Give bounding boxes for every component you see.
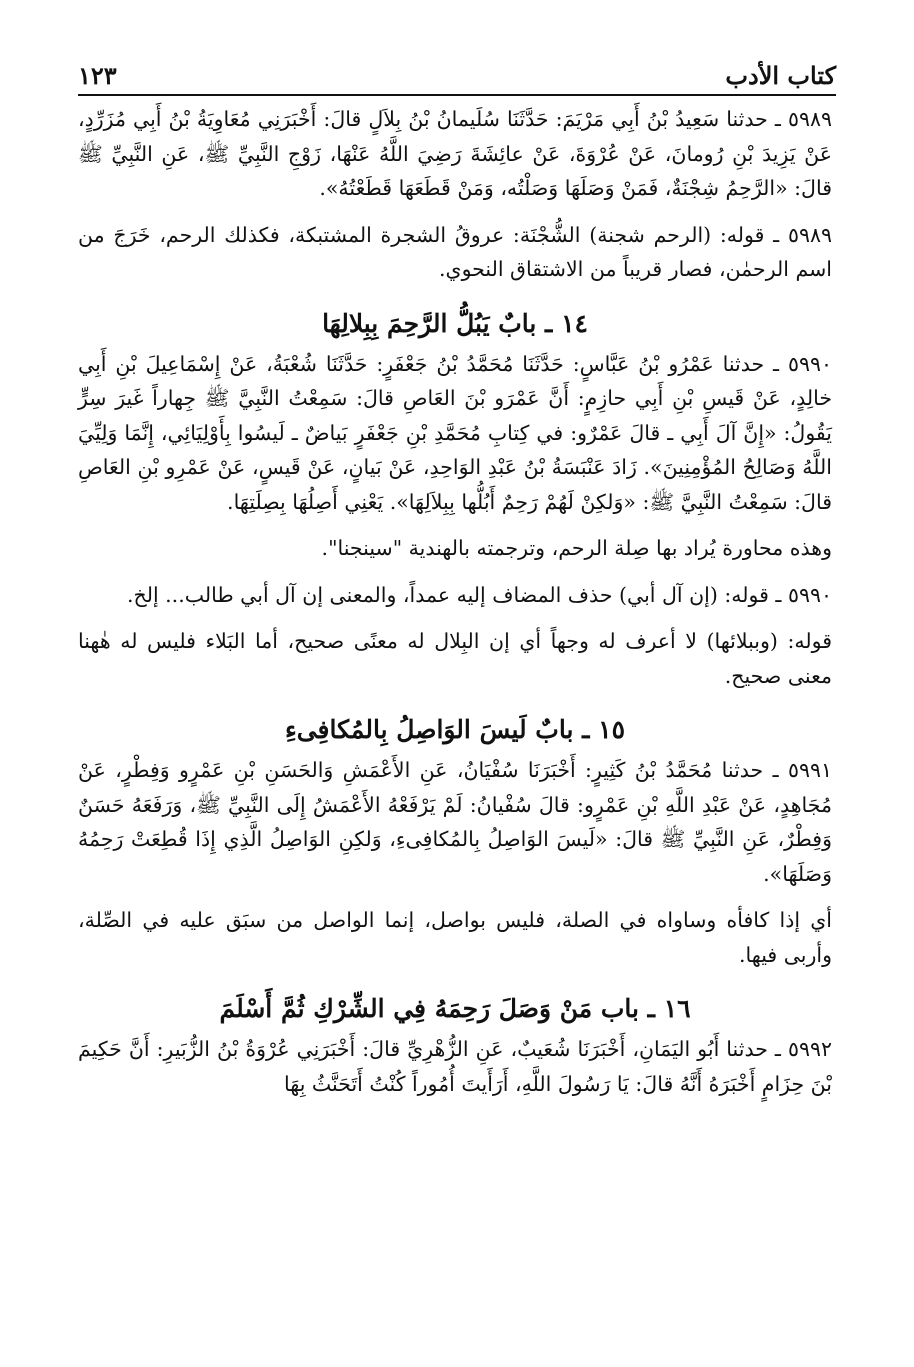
text-paragraph: ٥٩٨٩ ـ قوله: (الرحم شجنة) الشُّجْنَة: عروقُ الشجرة المشتبكة، فكذلك الرحم، خَرَجَ من اسم الرحمٰن، فصار قريباً من الاشتقاق النحوي. [78, 222, 832, 281]
text-paragraph: قوله: (وببلائها) لا أعرف له وجهاً أي إن البِلال له معنًى صحيح، أما البَلاء فليس له هٰهنا معنى صحيح. [78, 629, 832, 688]
text-paragraph: ٥٩٨٩ ـ حدثنا سَعِيدُ بْنُ أَبِي مَرْيَمَ: حَدَّثَنَا سُلَيمانُ بْنُ بِلاَلٍ قالَ: أَخْبَرَنِي مُعَاوِيَةُ بْنُ أَبِي مُزَرِّدٍ، عَنْ يَزِيدَ بْنِ رُومانَ، عَنْ عُرْوَةَ، عَنْ عائِشَةَ رَضِيَ اللَّهُ عَنْهَا، زَوْجِ النَّبِيِّ ﷺ، عَنِ النَّبِيِّ ﷺ قالَ: «الرَّحِمُ شِجْنَةٌ، فَمَنْ وَصَلَهَا وَصَلْتُه، وَمَنْ قَطَعَهَا قَطَعْتُهُ». [78, 107, 832, 200]
text-paragraph: وهذه محاورة يُراد بها صِلة الرحم، وترجمته بالهندية "سينجنا". [321, 536, 832, 560]
text-paragraph: أي إذا كافأه وساواه في الصلة، فليس بواصل، إنما الواصل من سبَق عليه في الصِّلة، وأربى فيها. [78, 908, 832, 967]
page-body [78, 96, 832, 1101]
chapter-heading: ١٦ ـ باب مَنْ وَصَلَ رَحِمَهُ فِي الشِّرْكِ ثُمَّ أَسْلَمَ [219, 994, 691, 1023]
chapter-heading: ١٤ ـ بابٌ يَبُلُّ الرَّحِمَ بِبِلالِهَا [322, 308, 588, 338]
page-number: ١٢٣ [78, 61, 117, 90]
page-header [78, 50, 836, 96]
text-paragraph: ٥٩٩١ ـ حدثنا مُحَمَّدُ بْنُ كَثِيرٍ: أَخْبَرَنَا سُفْيَانُ، عَنِ الأَعْمَشِ وَالحَسَنِ بْنِ عَمْرٍو وَفِطْرٍ، عَنْ مُجَاهِدٍ، عَنْ عَبْدِ اللَّهِ بْنِ عَمْرٍو: قالَ سُفْيانُ: لَمْ يَرْفَعْهُ الأَعْمَشُ إِلَى النَّبِيِّ ﷺ، وَرَفَعَهُ حَسَنٌ وَفِطْرٌ، عَنِ النَّبِيِّ ﷺ قالَ: «لَيسَ الوَاصِلُ بِالمُكافِىءِ، وَلكِنِ الوَاصِلُ الَّذِي إِذَا قُطِعَتْ رَحِمُهُ وَصَلَهَا». [78, 758, 832, 886]
running-title: كتاب الأدب [725, 61, 836, 90]
text-paragraph: ٥٩٩٠ ـ قوله: (إن آل أبي) حذف المضاف إليه عمداً، والمعنى إن آل أبي طالب... إلخ. [126, 582, 832, 607]
text-paragraph: ٥٩٩٠ ـ حدثنا عَمْرُو بْنُ عَبَّاسٍ: حَدَّثَنَا مُحَمَّدُ بْنُ جَعْفَرٍ: حَدَّثَنَا شُعْبَةُ، عَنْ إِسْمَاعِيلَ بْنِ أَبِي خالِدٍ، عَنْ قَيسِ بْنِ أَبِي حازِمٍ: أَنَّ عَمْرَو بْنَ العَاصِ قالَ: سَمِعْتُ النَّبِيَّ ﷺ جِهاراً غَيرَ سِرٍّ يَقُولُ: «إِنَّ آلَ أَبِي ـ قالَ عَمْرٌو: في كِتابِ مُحَمَّدِ بْنِ جَعْفَرٍ بَياضٌ ـ لَيسُوا بِأَوْلِيَائِي، إِنَّمَا وَلِيِّيَ اللَّهُ وَصَالِحُ المُؤْمِنِينَ». زَادَ عَنْبَسَةُ بْنُ عَبْدِ الوَاحِدِ، عَنْ بَيانٍ، عَنْ قَيسٍ، عَنْ عَمْرِو بْنِ العَاصِ قالَ: سَمِعْتُ النَّبِيَّ ﷺ: «وَلكِنْ لَهُمْ رَحِمٌ أَبُلُّها بِبِلاَلِهَا». يَعْنِي أَصِلُهَا بِصِلَتِهَا. [78, 351, 832, 514]
chapter-heading: ١٥ ـ بابٌ لَيسَ الوَاصِلُ بِالمُكافِىءِ [284, 715, 626, 744]
text-paragraph: ٥٩٩٢ ـ حدثنا أَبُو اليَمَانِ، أَخْبَرَنَا شُعَيبٌ، عَنِ الزُّهْرِيِّ قالَ: أَخْبَرَنِي عُرْوَةُ بْنُ الزُّبَيرِ: أَنَّ حَكِيمَ بْنَ حِزَامٍ أَخْبَرَهُ أَنَّهُ قالَ: يَا رَسُولَ اللَّهِ، أَرَأَيتَ أُمُوراً كُنْتُ أَتَحَنَّثُ بِهَا [78, 1037, 832, 1096]
